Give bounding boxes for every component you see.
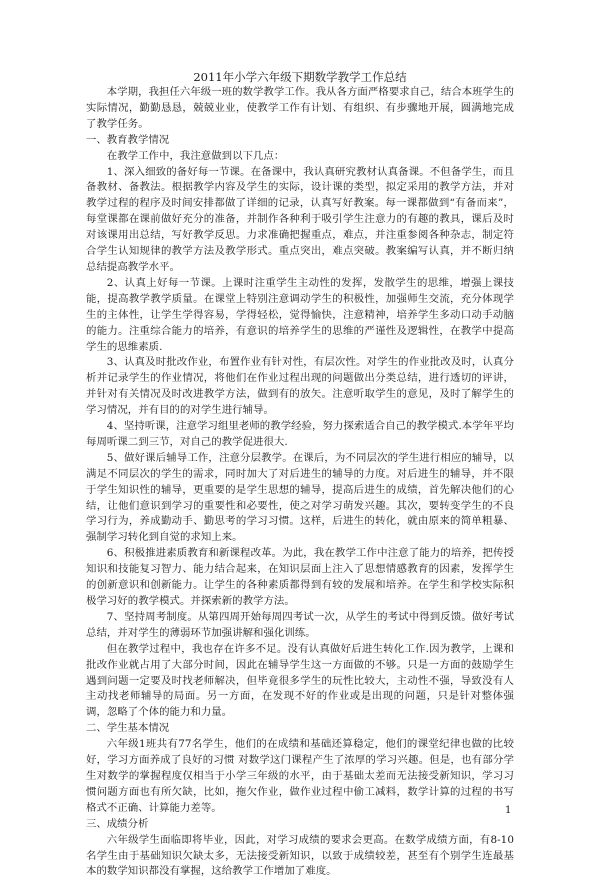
item-paragraph: 7、坚持周考制度。从第四周开始每周四考试一次，从学生的考试中得到反馈。做好考试总结，并对学生的薄弱环节加强讲解和强化训练。 [86,610,514,639]
item-paragraph: 2、认真上好每一节课。上课时注重学生主动性的发挥，发散学生的思维，增强上课技能，提高教学教学质量。在课堂上特别注意调动学生的积极性，加强师生交流，充分体现学生的主体性，让学生学得容易，学得轻松，觉得愉快，注意精神，培养学生多动口动手动脑的能力。注重综合能力的培养，有意识的培养学生的思维的严谨性及逻辑性，在教学中提高学生的思维素质. [86,276,514,353]
item-paragraph: 1、深入细致的备好每一节课。在备课中，我认真研究教材认真备课。不但备学生，而且备教材、备教法。根据教学内容及学生的实际，设计课的类型，拟定采用的教学方法，并对教学过程的程序及时间安排都做了详细的记录，认真写好教案。每一课都做到“有备而来”，每堂课都在课前做好充分的准备，并制作各种利于吸引学生注意力的有趣的教具，课后及时对该课用出总结，写好教学反思。力求准确把握重点，难点，并注重参阅各种杂志，制定符合学生认知规律的教学方法及教学形式。重点突出，难点突破。教案编写认真，并不断归纳总结提高教学水平。 [86,165,514,273]
students-paragraph: 六年级1班共有77名学生，他们的在成绩和基础还算稳定，他们的课堂纪律也做的比较好，学习方面养成了良好的习惯 对数学这门课程产生了浓厚的学习兴趣。但是，也有部分学生对数学的掌握程度仅相当于小学三年级的水平，由于基础太差而无法接受新知识，学习习惯问题方面也有所欠缺，比如，拖欠作业，做作业过程中偷工减料，数学计算的过程的书写格式不正确、计算能力差等。 [86,738,514,814]
item-paragraph: 4、坚持听课，注意学习组里老师的教学经验，努力探索适合自己的教学模式.本学年平均每周听课二到三节，对自己的教学促进很大. [86,420,514,448]
section-heading-students: 二、学生基本情况 [86,722,170,735]
item-paragraph: 3、认真及时批改作业，布置作业有针对性，有层次性。对学生的作业批改及时，认真分析并记录学生的作业情况，将他们在作业过程出现的问题做出分类总结，进行透切的评讲，并针对有关情况及时改进教学方法，做到有的放矢。注意听取学生的意见，及时了解学生的学习情况，并有目的的对学生进行辅导。 [86,356,514,417]
item-paragraph: 5、做好课后辅导工作，注意分层教学。在课后，为不同层次的学生进行相应的辅导，以满足不同层次的学生的需求，同时加大了对后进生的辅导的力度。对后进生的辅导，并不限于学生知识性的辅导，更重要的是学生思想的辅导，提高后进生的成绩，首先解决他们的心结，让他们意识到学习的重要性和必要性，使之对学习萌发兴趣。其次，要转变学生的不良学习行为，养成勤动手、勤思考的学习习惯。这样，后进生的转化，就由原来的简单粗暴、强制学习转化到自觉的求知上来。 [86,451,514,544]
item-paragraph: 6、积极推进素质教育和新课程改革。为此，我在教学工作中注意了能力的培养，把传授知识和技能复习智力、能力结合起来，在知识层面上注入了思想情感教育的因素，发挥学生的创新意识和创新能力。让学生的各种素质都得到有较的发展和培养。在学生和学校实际积极学习好的教学模式。并探索新的教学方法。 [86,547,514,607]
grades-paragraph: 六年级学生面临即将毕业，因此，对学习成绩的要求会更高。在数学成绩方面，有8-10名学生由于基础知识欠缺太多，无法接受新知识，以致于成绩较差，甚至有个别学生连最基本的数学知识都没有掌握，这给教学工作增加了难度。 [86,833,514,878]
section-heading-grades: 三、成绩分析 [86,817,149,830]
reflection-paragraph: 但在教学过程中，我也存在许多不足。没有认真做好后进生转化工作.因为教学，上课和批改作业就占用了大部分时间，因此在辅导学生这一方面做的不够。只是一方面的鼓励学生遇到问题一定要及时找老师解决，但毕竟很多学生的玩性比较大，主动性不强，导致没有人主动找老师辅导的局面。另一方面，在发现不好的作业或是出现的问题，只是针对整体强调，忽略了个体的能力和力量。 [86,642,514,719]
document-title: 2011年小学六年级下期数学教学工作总结 [193,70,407,84]
intro-paragraph: 本学期，我担任六年级一班的数学教学工作。我从各方面严格要求自己，结合本班学生的实际情况，勤勤恳恳，兢兢业业，使教学工作有计划、有组织、有步骤地开展，圆满地完成了教学任务。 [86,86,514,130]
section-heading-teaching: 一、教育教学情况 [86,133,170,146]
section-lead: 在教学工作中，我注意做到以下几点： [106,149,285,162]
page-number: 1 [505,805,512,816]
